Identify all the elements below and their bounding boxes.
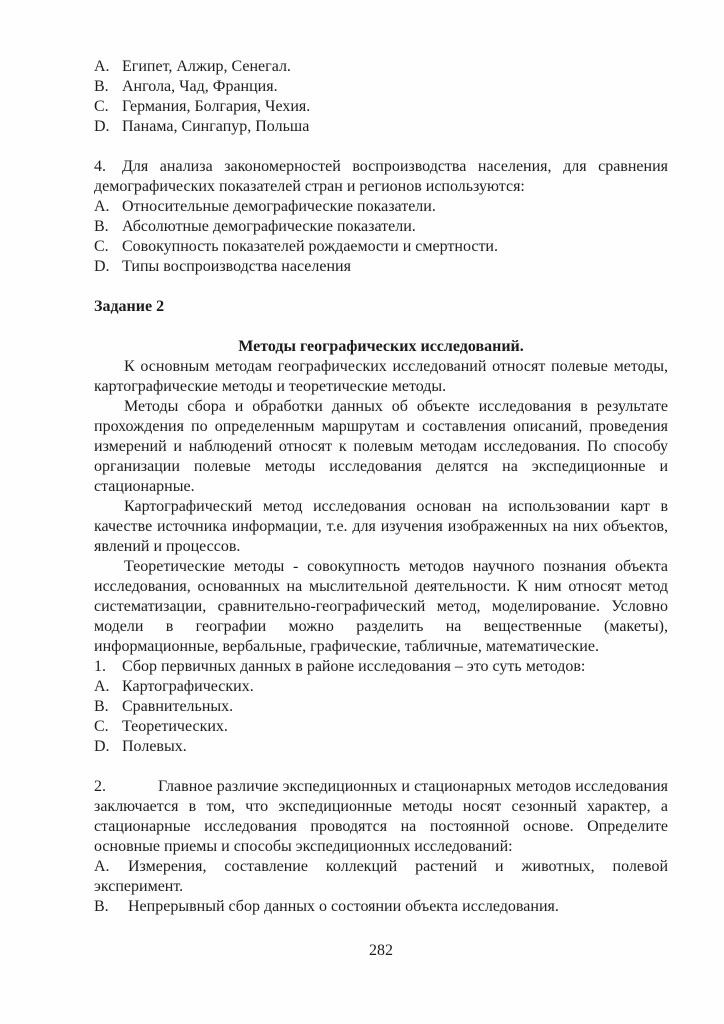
option-text: Панама, Сингапур, Польша (122, 118, 310, 135)
option-letter: C. (94, 98, 109, 115)
answer-option (94, 737, 668, 757)
option-letter: A. (94, 58, 110, 75)
option-letter: C. (94, 238, 109, 255)
option-text: Непрерывный сбор данных о состоянии объекта исследования. (128, 898, 559, 915)
option-text: Полевых. (122, 738, 187, 755)
task-heading: Задание 2 (94, 298, 165, 315)
body-paragraph: Методы сбора и обработки данных об объекте исследования в результате прохождения по определенным маршрутам и составления описаний, проведения измерений и наблюдений относят к полевым методам исследования. По способу организации полевые методы исследования делятся на экспедиционные и стационарные. (94, 398, 668, 495)
answer-option (94, 897, 668, 917)
answer-option (94, 857, 668, 897)
answer-option (94, 257, 668, 277)
question-number: 2. (94, 778, 106, 795)
answer-option (94, 97, 668, 117)
question-4-text (94, 157, 668, 197)
body-paragraph: К основным методам географических исследований относят полевые методы, картографические методы и теоретические методы. (94, 358, 668, 395)
option-text: Теоретических. (122, 718, 228, 735)
question-1 (94, 657, 668, 757)
section-title: Методы географических исследований. (238, 338, 524, 355)
question-text: Главное различие экспедиционных и стационарных методов исследования заключается в том, что экспедиционные методы носят сезонный характер, а стационарные исследования проводятся на постоянной основе. Определите основные приемы и способы экспедиционных исследований: (94, 778, 668, 855)
option-letter: D. (94, 258, 110, 275)
option-text: Относительные демографические показатели. (122, 198, 436, 215)
option-letter: D. (94, 118, 110, 135)
option-letter: C. (94, 718, 109, 735)
question-2-text (94, 777, 668, 857)
option-text: Картографических. (122, 678, 254, 695)
option-text: Германия, Болгария, Чехия. (122, 98, 311, 115)
intro-options-list (94, 57, 668, 137)
option-letter: A. (94, 858, 110, 875)
question-number: 1. (94, 658, 106, 675)
page-number: 282 (369, 942, 393, 959)
answer-option (94, 117, 668, 137)
answer-option (94, 677, 668, 697)
answer-option (94, 57, 668, 77)
option-text: Совокупность показателей рождаемости и смертности. (122, 238, 498, 255)
option-letter: B. (94, 698, 109, 715)
question-1-text (94, 657, 668, 677)
option-letter: B. (94, 78, 109, 95)
answer-option (94, 697, 668, 717)
answer-option (94, 77, 668, 97)
option-letter: D. (94, 738, 110, 755)
body-paragraph: Картографический метод исследования основан на использовании карт в качестве источника информации, т.е. для изучения изображенных на них объектов, явлений и процессов. (94, 498, 668, 555)
option-text: Абсолютные демографические показатели. (122, 218, 416, 235)
question-number: 4. (94, 158, 106, 175)
option-text: Египет, Алжир, Сенегал. (122, 58, 291, 75)
answer-option (94, 197, 668, 217)
option-text: Измерения, составление коллекций растений и животных, полевой эксперимент. (94, 858, 668, 895)
option-text: Сравнительных. (122, 698, 234, 715)
answer-option (94, 717, 668, 737)
question-text: Для анализа закономерностей воспроизводства населения, для сравнения демографических показателей стран и регионов используются: (94, 158, 668, 195)
answer-option (94, 237, 668, 257)
question-4 (94, 157, 668, 277)
option-text: Типы воспроизводства населения (122, 258, 351, 275)
option-letter: B. (94, 898, 109, 915)
answer-option (94, 217, 668, 237)
body-paragraph: Теоретические методы - совокупность методов научного познания объекта исследования, основанных на мыслительной деятельности. К ним относят метод систематизации, сравнительно-географический метод, моделирование. Условно модели в географии можно разделить на вещественные (макеты), информационные, вербальные, графические, табличные, математические. (94, 558, 668, 655)
option-letter: B. (94, 218, 109, 235)
option-text: Ангола, Чад, Франция. (122, 78, 278, 95)
question-2 (94, 777, 668, 917)
option-letter: A. (94, 678, 110, 695)
question-text: Сбор первичных данных в районе исследования – это суть методов: (122, 658, 586, 675)
option-letter: A. (94, 198, 110, 215)
